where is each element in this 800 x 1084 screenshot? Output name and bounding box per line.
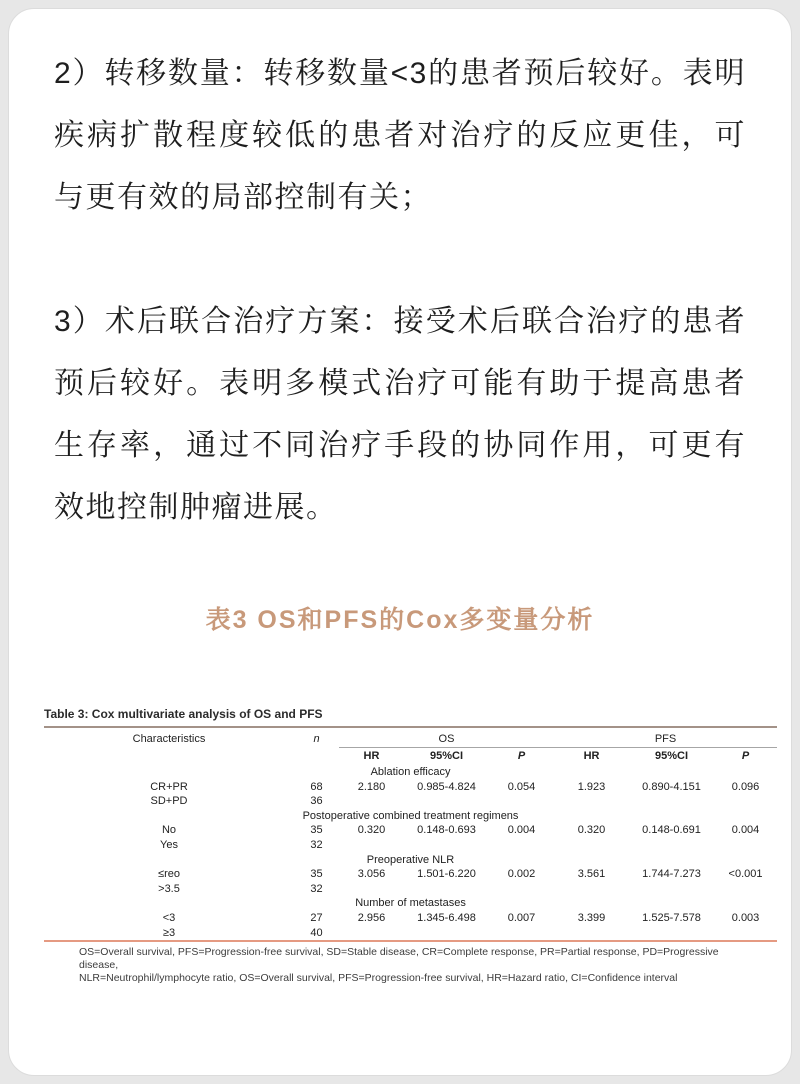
table-data-row — [44, 794, 777, 809]
table-value-cell: 1.744-7.273 — [642, 868, 701, 881]
table-data-row — [44, 926, 777, 942]
col-header-characteristics: Characteristics — [132, 733, 206, 746]
table-value-cell — [554, 838, 629, 853]
table-data-row — [44, 867, 777, 882]
table-value-cell: 68 — [310, 780, 323, 793]
table-value-cell — [629, 926, 714, 942]
table-value-cell — [339, 794, 404, 809]
table-value-cell: 0.148-0.691 — [642, 824, 701, 837]
col-header-os-p: P — [517, 750, 526, 763]
row-label-cell: CR+PR — [150, 780, 188, 793]
table-value-cell: 1.345-6.498 — [417, 912, 476, 925]
row-group-label: Postoperative combined treatment regimens — [302, 809, 519, 822]
table-value-cell — [554, 882, 629, 897]
table-value-cell — [489, 838, 554, 853]
table-value-cell: 0.320 — [357, 824, 386, 837]
table-value-cell: 1.525-7.578 — [642, 912, 701, 925]
row-group-label: Ablation efficacy — [370, 766, 451, 779]
row-label-cell: Yes — [160, 839, 178, 852]
table-value-cell: 27 — [310, 912, 323, 925]
col-header-os-ci: 95%CI — [429, 750, 464, 763]
table-value-cell — [629, 838, 714, 853]
table-value-cell: 3.056 — [357, 868, 386, 881]
table-value-cell: 3.399 — [577, 912, 606, 925]
table-group-row — [44, 853, 777, 868]
table-value-cell — [629, 794, 714, 809]
table-data-row — [44, 838, 777, 853]
col-header-pfs: PFS — [554, 727, 777, 747]
row-group-label: Preoperative NLR — [366, 853, 455, 866]
paragraph-postoperative-treatment: 3）术后联合治疗方案：接受术后联合治疗的患者预后较好。表明多模式治疗可能有助于提高患者生存率，通过不同治疗手段的协同作用，可更有效地控制肿瘤进展。 — [54, 305, 746, 524]
table-value-cell: 0.003 — [731, 912, 760, 925]
table-value-cell: 32 — [310, 882, 323, 895]
table-value-cell: 0.054 — [507, 780, 536, 793]
table-value-cell: 0.007 — [507, 912, 536, 925]
table-value-cell: 0.985-4.824 — [417, 780, 476, 793]
footnote-line-2: NLR=Neutrophil/lymphocyte ratio, OS=Overall survival, PFS=Progression-free survival, HR=Hazard ratio, CI=Confidence interval — [79, 972, 678, 985]
table-value-cell — [489, 882, 554, 897]
row-label-cell: ≥3 — [162, 926, 176, 939]
col-header-n: n — [313, 733, 320, 746]
table-value-cell: 0.004 — [507, 824, 536, 837]
table-value-cell — [554, 926, 629, 942]
table-value-cell: 0.002 — [507, 868, 536, 881]
row-label-cell: >3.5 — [158, 882, 180, 895]
table-value-cell — [404, 882, 489, 897]
row-label-cell: SD+PD — [150, 795, 188, 808]
table-value-cell: 36 — [310, 795, 323, 808]
paragraph-metastasis-count: 2）转移数量：转移数量<3的患者预后较好。表明疾病扩散程度较低的患者对治疗的反应更佳，可与更有效的局部控制有关； — [54, 57, 746, 214]
cox-multivariate-table — [44, 726, 777, 942]
row-label-cell: No — [161, 824, 177, 837]
table-value-cell: 1.923 — [577, 780, 606, 793]
table-value-cell: 0.004 — [731, 824, 760, 837]
table-value-cell: 0.320 — [577, 824, 606, 837]
table-data-row — [44, 882, 777, 897]
table-value-cell: 2.180 — [357, 780, 386, 793]
col-header-spacer — [44, 747, 294, 765]
table-value-cell: 35 — [310, 824, 323, 837]
cox-table-container — [44, 707, 763, 985]
table-group-row — [44, 896, 777, 911]
table-value-cell — [714, 882, 777, 897]
col-header-os: OS — [339, 727, 554, 747]
table-value-cell — [714, 926, 777, 942]
col-header-pfs-p: P — [741, 750, 750, 763]
table-group-row — [44, 809, 777, 824]
row-group-label: Number of metastases — [355, 897, 466, 910]
table-data-row — [44, 823, 777, 838]
table-value-cell: 0.890-4.151 — [642, 780, 701, 793]
table-footnote — [79, 946, 727, 985]
table-value-cell: <0.001 — [728, 868, 763, 881]
article-content — [9, 9, 791, 985]
table-value-cell — [554, 794, 629, 809]
table-header-row-stats — [44, 747, 777, 765]
table-header-row-groups — [44, 727, 777, 747]
table-value-cell: 35 — [310, 868, 323, 881]
page-card — [8, 8, 792, 1076]
table-value-cell — [404, 838, 489, 853]
table-group-row — [44, 765, 777, 780]
row-label-cell: ≤reo — [158, 868, 180, 881]
table-value-cell — [404, 794, 489, 809]
table-data-row — [44, 911, 777, 926]
table-value-cell — [629, 882, 714, 897]
table-value-cell — [339, 926, 404, 942]
table-value-cell — [404, 926, 489, 942]
table-data-row — [44, 780, 777, 795]
table-value-cell: 2.956 — [357, 912, 386, 925]
table-value-cell — [489, 926, 554, 942]
table-value-cell — [339, 882, 404, 897]
table-value-cell: 40 — [310, 926, 323, 939]
col-header-spacer — [294, 747, 339, 765]
table-body — [44, 765, 777, 941]
footnote-line-1: OS=Overall survival, PFS=Progression-free survival, SD=Stable disease, CR=Complete response, PR=Partial response, PD=Progressive disease, — [79, 946, 719, 972]
table-value-cell — [714, 794, 777, 809]
col-header-os-hr: HR — [363, 750, 380, 763]
table-title: Table 3: Cox multivariate analysis of OS and PFS — [44, 707, 323, 721]
table-section-heading: 表3 OS和PFS的Cox多变量分析 — [205, 606, 595, 634]
table-value-cell: 1.501-6.220 — [417, 868, 476, 881]
table-value-cell — [489, 794, 554, 809]
table-value-cell: 0.148-0.693 — [417, 824, 476, 837]
table-value-cell: 3.561 — [577, 868, 606, 881]
row-label-cell: <3 — [162, 912, 176, 925]
table-value-cell: 32 — [310, 839, 323, 852]
table-value-cell — [714, 838, 777, 853]
table-value-cell — [339, 838, 404, 853]
col-header-pfs-ci: 95%CI — [655, 750, 689, 763]
col-header-pfs-hr: HR — [583, 750, 600, 763]
table-value-cell: 0.096 — [731, 780, 760, 793]
